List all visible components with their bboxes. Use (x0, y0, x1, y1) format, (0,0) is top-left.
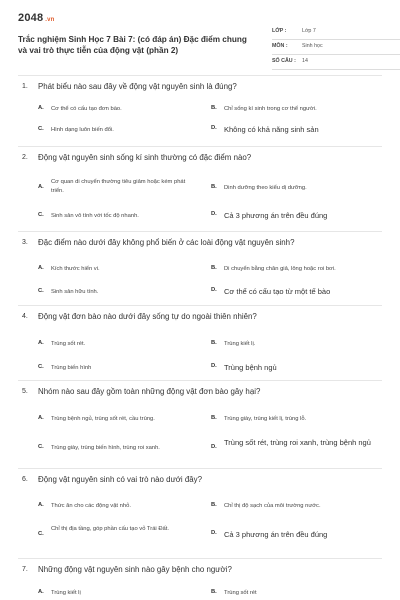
option-text: Trùng sốt rét. (51, 341, 86, 347)
question-text: Động vật nguyên sinh sống kí sinh thường có đặc điểm nào? (38, 153, 252, 162)
divider (18, 380, 382, 381)
option-key: D. (211, 363, 217, 369)
meta-key: LỚP : (272, 28, 287, 34)
option-key: B. (211, 184, 217, 190)
option-text: Sinh sản vô tính với tốc độ nhanh. (51, 213, 139, 219)
option-text: Cả 3 phương án trên đều đúng (224, 211, 328, 220)
option-key: C. (38, 364, 44, 370)
option-key: C. (38, 212, 44, 218)
divider (18, 305, 382, 306)
option-key: B. (211, 589, 217, 595)
option-key: D. (211, 211, 217, 217)
option-key: A. (38, 589, 44, 595)
option-text: Trùng bệnh ngủ, trùng sốt rét, cầu trùng. (51, 416, 155, 422)
option-text: Hình dạng luôn biến đổi. (51, 127, 114, 133)
site-logo[interactable] (18, 12, 55, 24)
option-text: Sinh sản hữu tính. (51, 289, 99, 295)
option-key: B. (211, 105, 217, 111)
option-key: D. (211, 287, 217, 293)
option-key: C. (38, 444, 44, 450)
worksheet-meta (272, 25, 400, 70)
option-key: B. (211, 415, 217, 421)
option-text: Chỉ sống kí sinh trong cơ thể người. (224, 106, 317, 112)
meta-value: Lớp 7 (302, 28, 316, 34)
question-text: Những động vật nguyên sinh nào gây bệnh cho người? (38, 565, 232, 574)
question-text: Phát biểu nào sau đây về động vật nguyên sinh là đúng? (38, 82, 237, 91)
option-text: Di chuyển bằng chân giả, lông hoặc roi bơi. (224, 266, 336, 272)
meta-key: SỐ CÂU : (272, 58, 296, 64)
worksheet-title: Trắc nghiệm Sinh Học 7 Bài 7: (có đáp án) Đặc điểm chung và vai trò thực tiễn của động vật (phần 2) (18, 35, 247, 55)
option-text: Trùng sốt rét, trùng roi xanh, trùng bệnh ngủ (224, 438, 371, 447)
option-key: B. (211, 340, 217, 346)
option-text: Không có khả năng sinh sản (224, 125, 319, 134)
option-text: Trùng bệnh ngủ (224, 363, 277, 372)
option-text: Cơ thể có cấu tạo từ một tế bào (224, 287, 331, 296)
option-key: C. (38, 531, 44, 537)
option-text: Kích thước hiển vi. (51, 266, 100, 272)
option-key: A. (38, 105, 44, 111)
option-key: C. (38, 126, 44, 132)
question-text: Động vật nguyên sinh có vai trò nào dưới đây? (38, 475, 202, 484)
logo-suffix: .vn (45, 17, 55, 23)
question-number: 2. (22, 154, 28, 161)
option-key: A. (38, 265, 44, 271)
question-text: Động vật đơn bào nào dưới đây sống tự do ngoài thiên nhiên? (38, 312, 257, 321)
option-text: Trùng kiết lị. (224, 341, 256, 347)
divider (18, 75, 382, 76)
worksheet-header (18, 12, 386, 64)
option-key: C. (38, 288, 44, 294)
option-key: A. (38, 184, 44, 190)
option-text: Trùng kiết lị (51, 590, 81, 596)
divider (18, 231, 382, 232)
option-text: Trùng sốt rét (224, 590, 257, 596)
question-number: 6. (22, 476, 28, 483)
option-text: Trùng giày, trùng kiết lị, trùng lỗ. (224, 416, 307, 422)
option-text: Thức ăn cho các động vật nhỏ. (51, 503, 131, 509)
option-text: Cơ quan di chuyển thường tiêu giảm hoặc kém phát triển. (51, 179, 186, 194)
option-text: Trùng giày, trùng biến hình, trùng roi xanh. (51, 445, 160, 451)
option-text: Chỉ thị độ sạch của môi trường nước. (224, 503, 321, 509)
option-text: Cả 3 phương án trên đều đúng (224, 530, 328, 539)
option-key: A. (38, 340, 44, 346)
divider (18, 468, 382, 469)
meta-row-subject (272, 40, 400, 55)
option-text: Chỉ thị địa tầng, góp phần cấu tạo vỏ Trái Đất. (51, 526, 169, 532)
meta-row-class (272, 25, 400, 40)
option-text: Dinh dưỡng theo kiểu dị dưỡng. (224, 185, 307, 191)
question-number: 7. (22, 566, 28, 573)
divider (18, 146, 382, 147)
logo-text: 2048 (18, 12, 44, 24)
divider (18, 558, 382, 559)
meta-row-count (272, 55, 400, 70)
question-text: Đặc điểm nào dưới đây không phổ biến ở các loài động vật nguyên sinh? (38, 238, 295, 247)
meta-key: MÔN : (272, 43, 288, 49)
question-text: Nhóm nào sau đây gồm toàn những động vật đơn bào gây hại? (38, 387, 261, 396)
option-key: D. (211, 125, 217, 131)
question-number: 1. (22, 83, 28, 90)
option-key: D. (211, 530, 217, 536)
question-number: 4. (22, 313, 28, 320)
option-key: D. (211, 444, 217, 450)
option-key: A. (38, 415, 44, 421)
option-text: Cơ thể có cấu tạo đơn bào. (51, 106, 122, 112)
option-key: B. (211, 502, 217, 508)
meta-value: Sinh học (302, 43, 323, 49)
option-key: B. (211, 265, 217, 271)
option-key: A. (38, 502, 44, 508)
question-number: 3. (22, 239, 28, 246)
meta-value: 14 (302, 58, 308, 64)
question-number: 5. (22, 388, 28, 395)
option-text: Trùng biến hình (51, 365, 92, 371)
